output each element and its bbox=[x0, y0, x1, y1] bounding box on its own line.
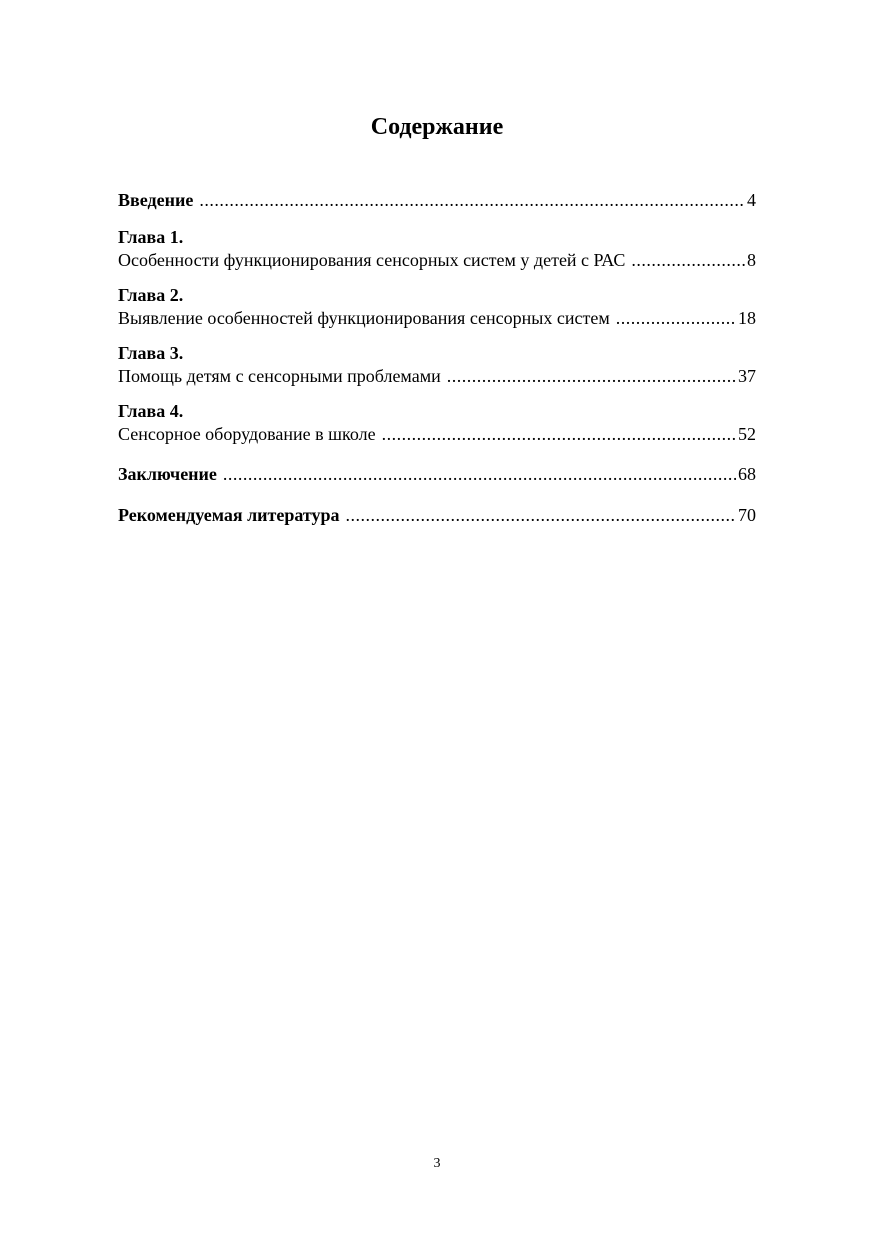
dot-leader bbox=[382, 422, 736, 446]
toc-row-chapter-2 bbox=[118, 306, 756, 330]
toc-entry-chapter-1[interactable] bbox=[118, 226, 756, 272]
dot-leader bbox=[616, 306, 736, 330]
page-number: 3 bbox=[433, 1156, 441, 1171]
toc-chapter-2-page: 18 bbox=[738, 308, 756, 328]
toc-chapter-3-label: Глава 3. bbox=[118, 343, 184, 363]
table-of-contents bbox=[118, 188, 756, 527]
toc-chapter-1-label: Глава 1. bbox=[118, 227, 184, 247]
toc-literature-page: 70 bbox=[738, 505, 756, 525]
toc-chapter-4-page: 52 bbox=[738, 424, 756, 444]
toc-literature-label: Рекомендуемая литература bbox=[118, 505, 340, 525]
toc-chapter-4-title: Сенсорное оборудование в школе bbox=[118, 424, 376, 444]
toc-chapter-3-page: 37 bbox=[738, 366, 756, 386]
toc-row-chapter-4 bbox=[118, 422, 756, 446]
toc-conclusion-label: Заключение bbox=[118, 464, 217, 484]
toc-intro-page: 4 bbox=[747, 190, 756, 210]
dot-leader bbox=[346, 503, 736, 527]
toc-entry-chapter-4[interactable] bbox=[118, 400, 756, 446]
toc-chapter-2-label: Глава 2. bbox=[118, 285, 184, 305]
toc-chapter-2-title: Выявление особенностей функционирования сенсорных систем bbox=[118, 308, 610, 328]
toc-row-intro bbox=[118, 188, 756, 212]
toc-entry-chapter-3[interactable] bbox=[118, 342, 756, 388]
dot-leader bbox=[631, 248, 745, 272]
toc-chapter-3-title: Помощь детям с сенсорными проблемами bbox=[118, 366, 441, 386]
dot-leader bbox=[223, 462, 736, 486]
toc-row-conclusion bbox=[118, 462, 756, 486]
toc-intro-label: Введение bbox=[118, 190, 194, 210]
toc-row-chapter-3 bbox=[118, 364, 756, 388]
toc-conclusion-page: 68 bbox=[738, 464, 756, 484]
toc-entry-intro[interactable] bbox=[118, 188, 756, 212]
dot-leader bbox=[447, 364, 736, 388]
toc-row-chapter-1 bbox=[118, 248, 756, 272]
toc-entry-conclusion[interactable] bbox=[118, 462, 756, 486]
toc-chapter-1-title: Особенности функционирования сенсорных систем у детей с РАС bbox=[118, 250, 626, 270]
toc-row-literature bbox=[118, 503, 756, 527]
dot-leader bbox=[199, 188, 745, 212]
toc-entry-chapter-2[interactable] bbox=[118, 284, 756, 330]
toc-chapter-1-page: 8 bbox=[747, 250, 756, 270]
page-title: Содержание bbox=[370, 114, 504, 140]
toc-chapter-4-label: Глава 4. bbox=[118, 401, 184, 421]
toc-entry-literature[interactable] bbox=[118, 503, 756, 527]
